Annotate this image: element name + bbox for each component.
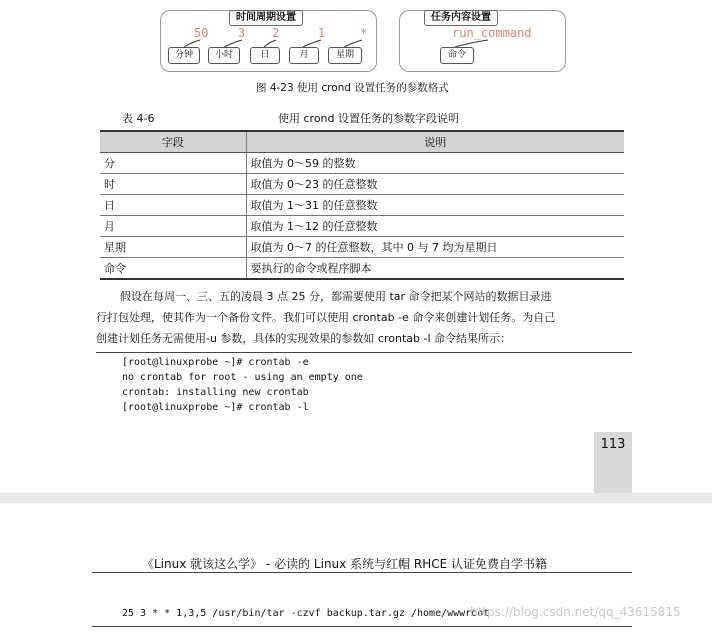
row-description: 取值为 1～12 的任意整数: [246, 216, 624, 237]
code-line: crontab: installing new crontab: [122, 387, 309, 398]
hour-value: 3: [238, 26, 246, 40]
paragraph-line-3: 创建计划任务无需使用-u 参数，具体的实现效果的参数如 crontab -l 命令结果所示：: [96, 332, 512, 345]
table-row: [100, 174, 624, 195]
month-value: 1: [318, 26, 326, 40]
day-value: 2: [272, 26, 280, 40]
weekday-value: *: [360, 26, 368, 40]
header-field: 字段: [100, 131, 246, 153]
body-paragraph: [96, 286, 626, 349]
row-field: 日: [100, 195, 246, 216]
code-line: [root@linuxprobe ~]# crontab -e: [122, 357, 309, 368]
row-description: 取值为 1～31 的任意整数: [246, 195, 624, 216]
paragraph-line-2: 行打包处理，使其作为一个备份文件。我们可以使用 crontab -e 命令来创建计划任务。为自己: [96, 311, 556, 324]
task-settings-title: 任务内容设置: [424, 10, 498, 26]
month-field: 月: [289, 47, 319, 64]
code-line: no crontab for root - using an empty one: [122, 372, 363, 383]
row-field: 分: [100, 153, 246, 174]
header-rule: [92, 572, 632, 573]
paragraph-line-1: 假设在每周一、三、五的凌晨 3 点 25 分，都需要使用 tar 命令把某个网站的数据目录进: [120, 290, 552, 303]
table-row: [100, 195, 624, 216]
minute-value: 50: [194, 26, 209, 40]
minute-field: 分钟: [168, 47, 200, 64]
hour-field: 小时: [208, 47, 240, 64]
table-row: [100, 237, 624, 258]
table-number: 表 4-6: [122, 112, 155, 125]
row-description: 取值为 0～7 的任意整数，其中 0 与 7 均为星期日: [246, 237, 624, 258]
row-description: 取值为 0～59 的整数: [246, 153, 624, 174]
weekday-field: 星期: [328, 47, 362, 64]
page-separator: [0, 493, 712, 503]
parameter-table: [100, 130, 624, 280]
table-row: [100, 216, 624, 237]
figure-connectors: [0, 0, 712, 80]
row-description: 要执行的命令或程序脚本: [246, 258, 624, 280]
running-header: 《Linux 就该这么学》 - 必读的 Linux 系统与红帽 RHCE 认证免费自学书籍: [142, 557, 548, 571]
day-field: 日: [250, 47, 280, 64]
figure-caption: 图 4-23 使用 crond 设置任务的参数格式: [256, 82, 449, 94]
row-field: 月: [100, 216, 246, 237]
row-field: 时: [100, 174, 246, 195]
table-row: [100, 258, 624, 280]
row-field: 命令: [100, 258, 246, 280]
header-description: 说明: [246, 131, 624, 153]
command-field: 命令: [440, 47, 474, 64]
time-settings-title: 时间周期设置: [229, 10, 303, 26]
code-bottom-rule: [92, 626, 632, 627]
code-block: [122, 355, 363, 415]
table-title: 使用 crond 设置任务的参数字段说明: [278, 112, 460, 125]
watermark: https://blog.csdn.net/qq_43615815: [470, 605, 681, 619]
crontab-entry: 25 3 * * 1,3,5 /usr/bin/tar -czvf backup.tar.gz /home/wwwroot: [122, 608, 490, 619]
table-header-row: [100, 131, 624, 153]
row-description: 取值为 0～23 的任意整数: [246, 174, 624, 195]
page-number: 113: [594, 432, 632, 493]
code-top-rule: [96, 352, 632, 353]
row-field: 星期: [100, 237, 246, 258]
command-value: run_command: [452, 26, 532, 40]
table-row: [100, 153, 624, 174]
code-line: [root@linuxprobe ~]# crontab -l: [122, 402, 309, 413]
